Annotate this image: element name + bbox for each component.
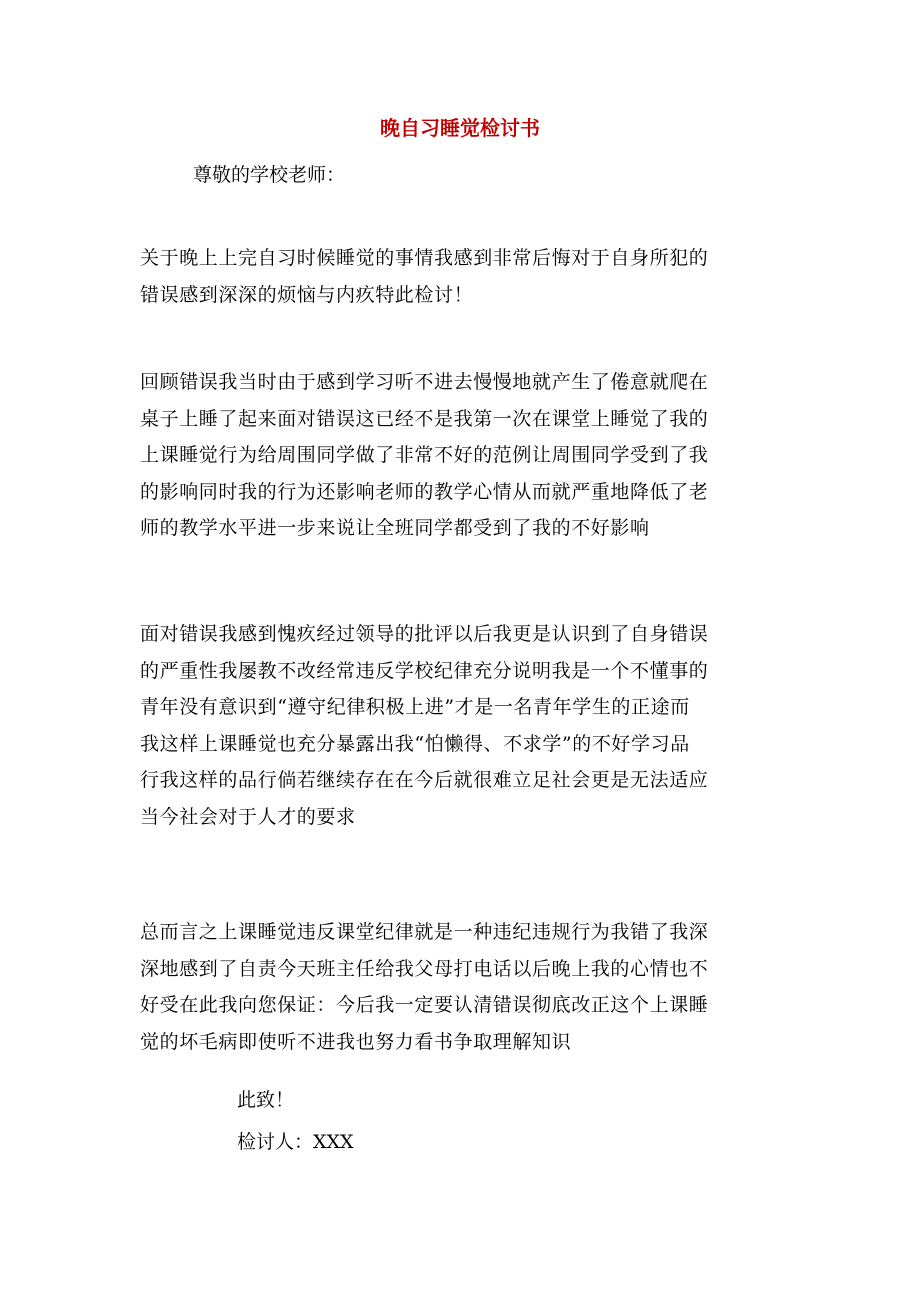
paragraph-line: 面对错误我感到愧疚经过领导的批评以后我更是认识到了自身错误 — [140, 623, 709, 645]
paragraph-line: 行我这样的品行倘若继续存在在今后就很难立足社会更是无法适应 — [140, 769, 709, 791]
paragraph-3 — [140, 616, 780, 835]
paragraph-line: 我这样上课睡觉也充分暴露出我“怕懒得、不求学”的不好学习品 — [140, 732, 690, 755]
paragraph-line: 觉的坏毛病即使听不进我也努力看书争取理解知识 — [140, 1030, 572, 1053]
paragraph-line: 当今社会对于人才的要求 — [140, 805, 356, 828]
closing-remark: 此致！ — [237, 1089, 295, 1111]
paragraph-line: 总而言之上课睡觉违反课堂纪律就是一种违纪违规行为我错了我深 — [140, 921, 709, 943]
paragraph-line: 的严重性我屡教不改经常违反学校纪律充分说明我是一个不懂事的 — [140, 659, 709, 682]
paragraph-line: 青年没有意识到“遵守纪律积极上进”才是一名青年学生的正途而 — [140, 696, 690, 718]
salutation: 尊敬的学校老师： — [193, 164, 346, 186]
paragraph-line: 的影响同时我的行为还影响老师的教学心情从而就严重地降低了老 — [140, 480, 709, 503]
paragraph-line: 错误感到深深的烦恼与内疚特此检讨！ — [140, 283, 474, 306]
paragraph-2 — [140, 364, 780, 547]
signature: 检讨人：XXX — [237, 1131, 354, 1153]
paragraph-line: 关于晚上上完自习时候睡觉的事情我感到非常后悔对于自身所犯的 — [140, 247, 709, 269]
paragraph-line: 好受在此我向您保证：今后我一定要认清错误彻底改正这个上课睡 — [140, 994, 709, 1016]
paragraph-line: 师的教学水平进一步来说让全班同学都受到了我的不好影响 — [140, 517, 650, 539]
paragraph-line: 上课睡觉行为给周围同学做了非常不好的范例让周围同学受到了我 — [140, 444, 709, 466]
document-title: 晚自习睡觉检讨书 — [380, 116, 540, 140]
paragraph-4 — [140, 914, 780, 1060]
paragraph-line: 深地感到了自责今天班主任给我父母打电话以后晚上我的心情也不 — [140, 957, 709, 980]
paragraph-line: 回顾错误我当时由于感到学习听不进去慢慢地就产生了倦意就爬在 — [140, 371, 709, 393]
paragraph-1 — [140, 240, 780, 313]
paragraph-line: 桌子上睡了起来面对错误这已经不是我第一次在课堂上睡觉了我的 — [140, 407, 709, 430]
